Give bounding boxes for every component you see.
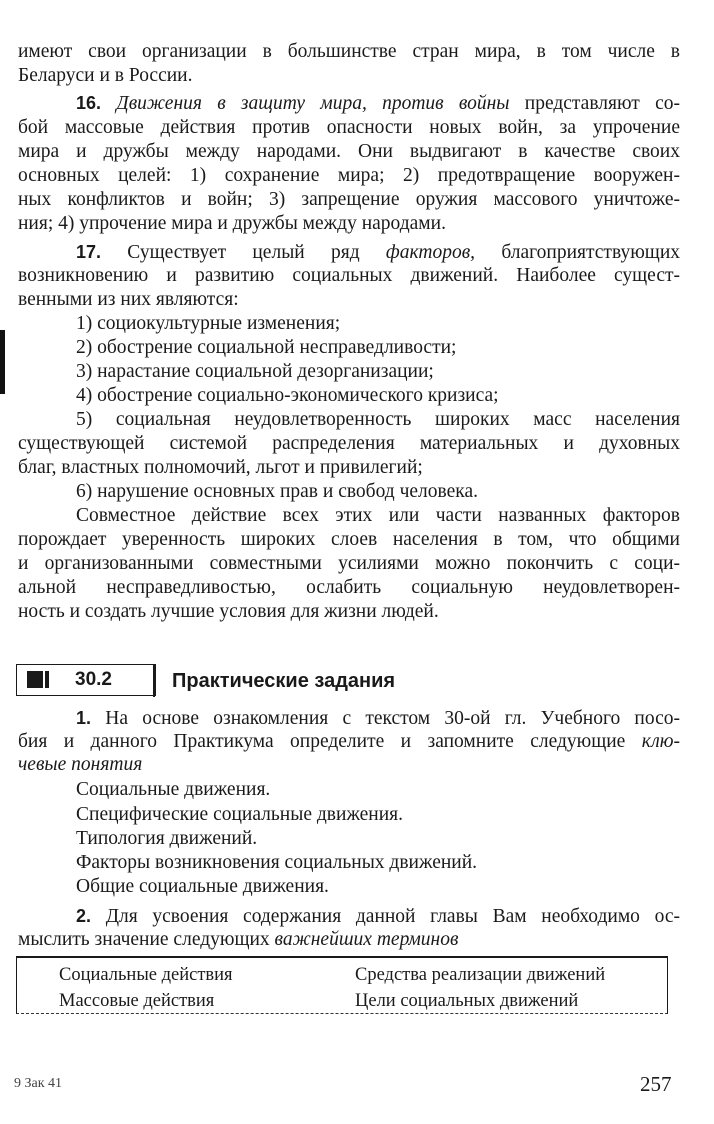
text-fragment: благоприятствующих: [501, 242, 680, 263]
italic-term: чевые понятия: [18, 754, 143, 775]
section-marker-icon: [27, 671, 43, 688]
text-fragment: представляют со-: [524, 93, 680, 114]
text-line: ных конфликтов и войн; 3) запрещение оружия массового уничтоже-: [18, 189, 680, 210]
text-line: и организованными совместными усилиями можно покончить с соци-: [18, 553, 680, 574]
italic-term: клю-: [641, 731, 681, 752]
page-number: 257: [640, 1072, 672, 1096]
paragraph-17-first-line: [76, 240, 680, 265]
italic-term: важнейших терминов: [274, 929, 459, 950]
list-item: 1) социокультурные изменения;: [76, 313, 341, 334]
task-2-first-line: [76, 904, 680, 929]
section-number-box: [16, 664, 156, 696]
list-item: 4) обострение социально-экономического кризиса;: [76, 385, 499, 406]
concept-item: Социальные движения.: [76, 779, 271, 800]
section-title: Практические задания: [172, 670, 396, 692]
section-box-divider: [153, 665, 155, 697]
text-line: имеют свои организации в большинстве стран мира, в том числе в: [18, 41, 680, 62]
term-cell: Массовые действия: [59, 991, 215, 1011]
text-fragment: бия и данного Практикума определите и запомните следующие: [18, 731, 626, 752]
text-line: мира и дружбы между народами. Они выдвигают в качестве своих: [18, 141, 680, 162]
term-cell: Средства реализации движений: [355, 965, 606, 985]
print-signature: 9 Зак 41: [14, 1076, 63, 1091]
italic-term: Движения в защиту мира, против войны: [116, 93, 510, 114]
text-fragment: мыслить значение следующих: [18, 929, 270, 950]
terms-table: [16, 956, 668, 1014]
term-cell: Цели социальных движений: [355, 991, 579, 1011]
task-number: 2.: [76, 906, 92, 926]
text-fragment: Существует целый ряд: [127, 242, 360, 263]
item-number: 16.: [76, 93, 102, 113]
text-line: ния; 4) упрочение мира и дружбы между народами.: [18, 213, 446, 234]
concept-item: Общие социальные движения.: [76, 876, 329, 897]
text-line: порождает уверенность широких слоев населения в том, что общими: [18, 529, 680, 550]
task-number: 1.: [76, 708, 92, 728]
task-1-first-line: [76, 706, 680, 731]
italic-term: факторов,: [385, 242, 476, 263]
text-line: альной несправедливостью, ослабить социальную неудовлетворен-: [18, 577, 680, 598]
concept-item: Типология движений.: [76, 828, 258, 849]
list-item: 2) обострение социальной несправедливости;: [76, 337, 457, 358]
text-line: основных целей: 1) сохранение мира; 2) предотвращение вооружен-: [18, 165, 680, 186]
term-cell: Социальные действия: [59, 965, 233, 985]
text-line: возникновению и развитию социальных движений. Наиболее сущест-: [18, 265, 680, 286]
text-fragment: На основе ознакомления с текстом 30-ой гл. Учебного посо-: [105, 708, 681, 729]
concept-item: Специфические социальные движения.: [76, 804, 404, 825]
text-line: ность и создать лучшие условия для жизни людей.: [18, 601, 439, 622]
text-line: [18, 730, 680, 754]
section-number: 30.2: [75, 669, 112, 690]
concept-item: Факторы возникновения социальных движений.: [76, 852, 478, 873]
list-item: 3) нарастание социальной дезорганизации;: [76, 361, 434, 382]
section-marker-bar: [45, 671, 49, 688]
text-line: Совместное действие всех этих или части названных факторов: [76, 505, 680, 526]
text-line: [18, 928, 680, 952]
text-line: венными из них являются:: [18, 289, 239, 310]
item-number: 17.: [76, 242, 102, 262]
text-fragment: Для усвоения содержания данной главы Вам необходимо ос-: [105, 906, 680, 927]
list-item: 6) нарушение основных прав и свобод человека.: [76, 481, 478, 502]
list-item-continuation: существующей системой распределения материальных и духовных: [18, 433, 680, 454]
list-item-continuation: благ, властных полномочий, льгот и привилегий;: [18, 457, 423, 478]
list-item: 5) социальная неудовлетворенность широких масс населения: [76, 409, 680, 430]
binding-mark: [0, 330, 5, 394]
text-line: бой массовые действия против опасности новых войн, за упрочение: [18, 117, 680, 138]
text-line: Беларуси и в России.: [18, 65, 193, 86]
paragraph-16-first-line: [76, 91, 680, 116]
